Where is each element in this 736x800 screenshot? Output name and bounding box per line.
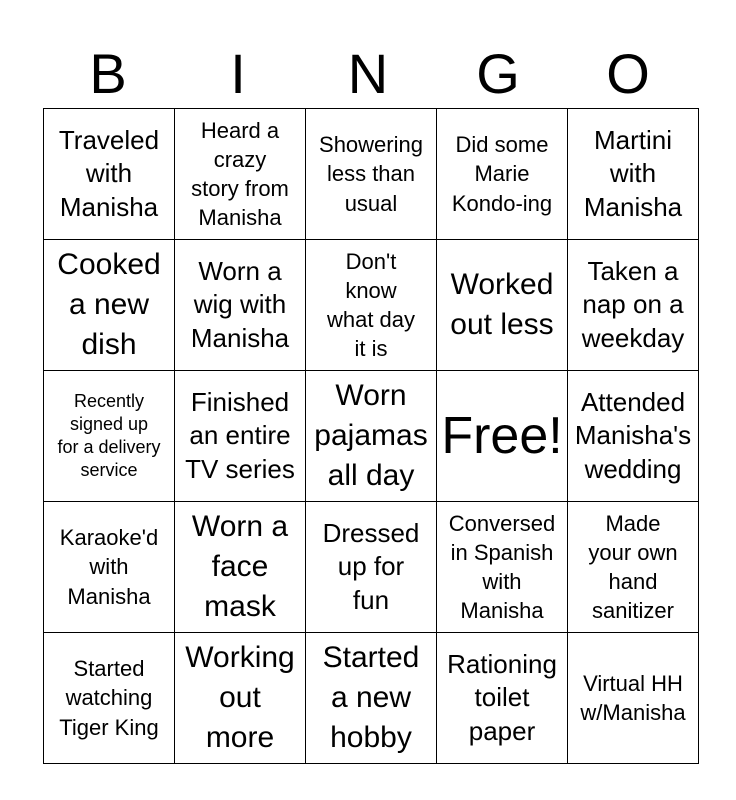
bingo-cell[interactable] [568,240,699,371]
cell-text: Made your own hand sanitizer [588,510,678,624]
cell-text: Taken a nap on a weekday [581,256,685,353]
bingo-cell[interactable] [175,109,306,240]
bingo-cell[interactable] [44,240,175,371]
bingo-cell[interactable] [568,371,699,502]
cell-text: Started watching Tiger King [59,656,159,740]
cell-text: Did some Marie Kondo-ing [451,132,553,216]
bingo-header [43,40,693,108]
cell-text: Virtual HH w/Manisha [580,670,686,725]
grid-row [44,633,699,764]
bingo-cell[interactable] [44,109,175,240]
bingo-cell[interactable] [175,633,306,764]
bingo-cell[interactable] [306,371,437,502]
bingo-cell[interactable] [44,371,175,502]
header-letter-b: B [89,42,127,105]
bingo-cell[interactable] [175,371,306,502]
cell-text: Conversed in Spanish with Manisha [448,510,556,624]
cell-text: Martini with Manisha [583,125,683,222]
bingo-cell[interactable] [44,502,175,633]
header-letter-g: G [476,42,520,105]
grid-row [44,240,699,371]
cell-text: Traveled with Manisha [58,125,160,222]
bingo-grid [43,108,699,764]
header-letter-n: N [347,42,389,105]
cell-text: Attended Manisha's wedding [574,387,692,484]
bingo-cell[interactable] [568,502,699,633]
bingo-cell[interactable] [306,502,437,633]
cell-text: Rationing toilet paper [447,649,557,746]
bingo-cell[interactable] [437,109,568,240]
cell-text: Worn a wig with Manisha [190,256,290,353]
cell-text: Heard a crazy story from Manisha [191,117,289,231]
bingo-cell[interactable] [44,633,175,764]
cell-text: Worn pajamas all day [314,378,428,493]
cell-text: Finished an entire TV series [185,387,295,484]
cell-text: Started a new hobby [322,640,420,755]
cell-text: Dressed up for fun [322,518,420,615]
bingo-cell[interactable] [437,502,568,633]
cell-text: Showering less than usual [319,132,423,216]
bingo-cell[interactable] [568,633,699,764]
cell-text: Worked out less [450,267,554,341]
bingo-cell[interactable] [175,502,306,633]
grid-row [44,371,699,502]
bingo-cell[interactable] [306,633,437,764]
cell-text: Worn a face mask [191,509,289,624]
cell-text: Don't know what day it is [326,248,416,362]
free-space-label: Free! [441,407,563,465]
bingo-cell[interactable] [306,109,437,240]
bingo-cell[interactable] [568,109,699,240]
grid-row [44,109,699,240]
header-letter-i: I [230,42,246,105]
bingo-cell[interactable] [175,240,306,371]
bingo-cell[interactable] [437,240,568,371]
bingo-cell[interactable] [437,633,568,764]
cell-text: Recently signed up for a delivery service [57,390,161,481]
grid-row [44,502,699,633]
header-letter-o: O [606,42,650,105]
bingo-cell[interactable] [306,240,437,371]
cell-text: Karaoke'd with Manisha [59,525,159,609]
cell-text: Working out more [185,640,295,755]
free-space-cell[interactable] [437,371,568,502]
cell-text: Cooked a new dish [57,247,161,362]
